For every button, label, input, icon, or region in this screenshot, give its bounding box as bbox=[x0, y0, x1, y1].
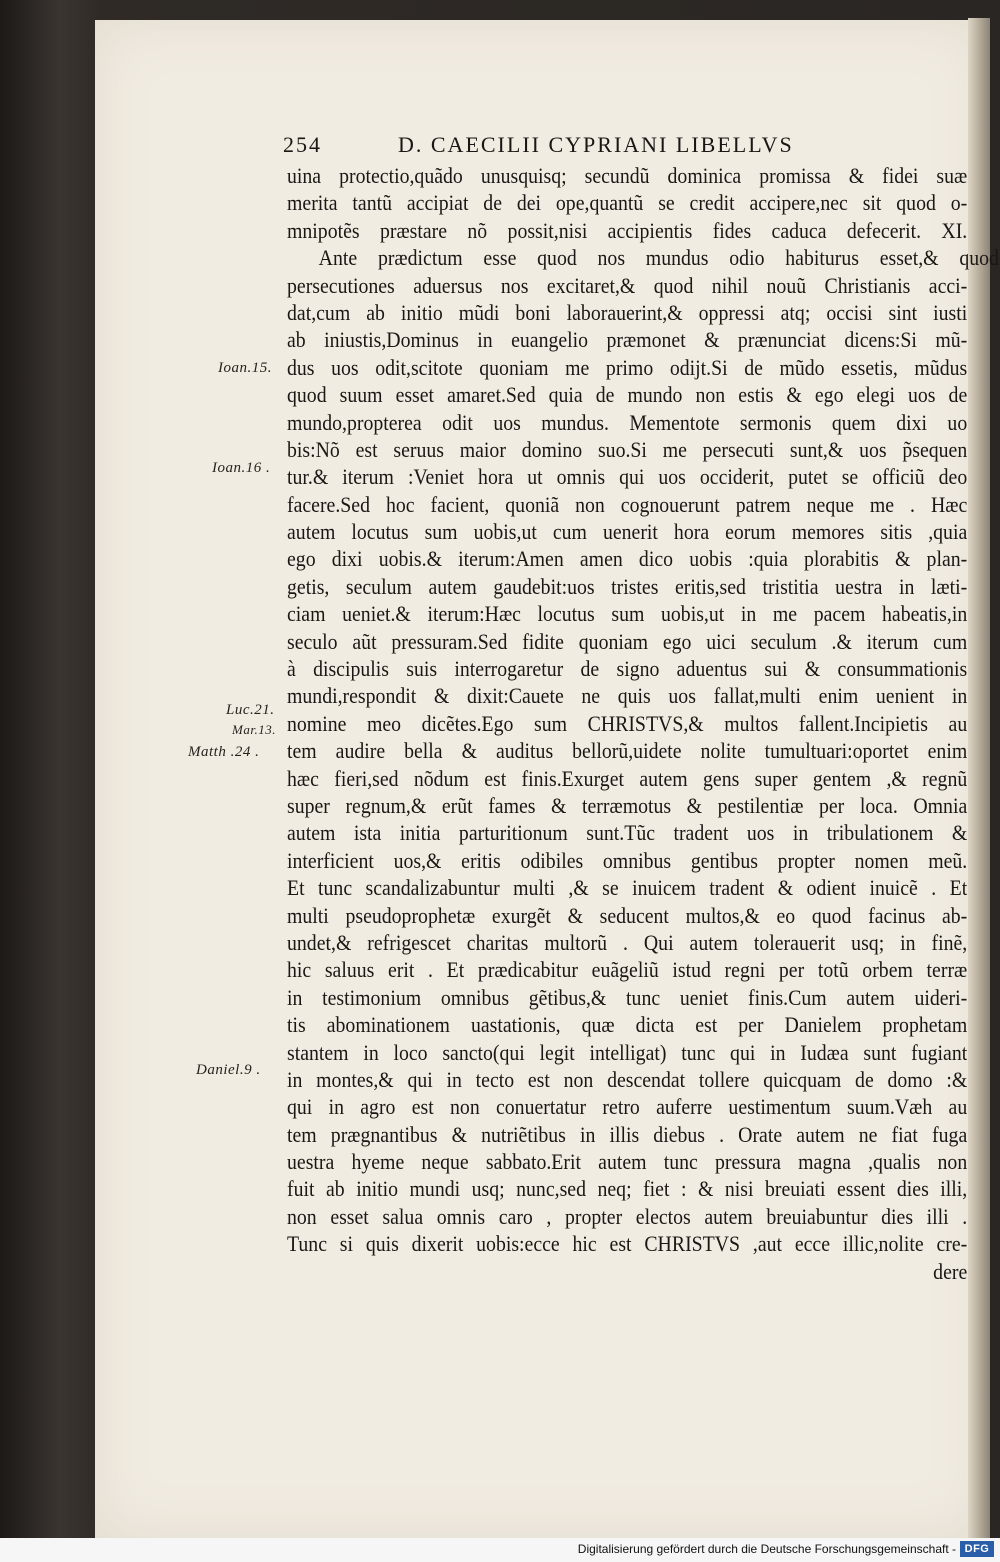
text-line: mundi,respondit & dixit:Cauete ne quis uos fallat,multi enim uenient in bbox=[287, 683, 968, 709]
text-line: ciam ueniet.& iterum:Hæc locutus sum uobis,ut in me pacem habeatis,in bbox=[287, 601, 968, 627]
text-line: super regnum,& erũt fames & terræmotus & pestilentiæ per loca. Omnia bbox=[287, 792, 968, 818]
page-number: 254 bbox=[283, 132, 322, 157]
text-line: ab iniustis,Dominus in euangelio præmonet & prænunciat dicens:Si mũ- bbox=[287, 327, 968, 353]
text-line: interficient uos,& eritis odibiles omnibus gentibus propter nomen meũ. bbox=[287, 847, 968, 873]
running-header bbox=[283, 132, 823, 162]
text-line: tem audire bella & auditus bellorũ,uidete nolite tumultuari:oportet enim bbox=[287, 738, 968, 764]
margin-note-matth-24: Matth .24 . bbox=[188, 744, 260, 760]
text-line: tur.& iterum :Veniet hora ut omnis qui uos occiderit, putet se officiũ deo bbox=[287, 464, 968, 490]
text-line: Tunc si quis dixerit uobis:ecce hic est CHRISTVS ,aut ecce illic,nolite cre- bbox=[287, 1231, 968, 1257]
text-line: autem ista initia parturitionum sunt.Tũc tradent uos in tribulationem & bbox=[287, 820, 968, 846]
text-line: quod suum esset amaret.Sed quia de mundo non estis & ego elegi uos de bbox=[287, 382, 968, 408]
text-line: à discipulis suis interrogaretur de signo aduentus sui & consummationis bbox=[287, 656, 968, 682]
text-line: undet,& refrigescet charitas multorũ . Qui autem tolerauerit usq; in finẽ, bbox=[287, 929, 968, 955]
text-line: dere bbox=[933, 1258, 968, 1284]
text-line: uina protectio,quãdo unusquisq; secundũ dominica promissa & fidei suæ bbox=[287, 163, 968, 188]
body-text bbox=[287, 162, 999, 1285]
margin-note-daniel-9: Daniel.9 . bbox=[196, 1062, 261, 1078]
text-line: nomine meo dicẽtes.Ego sum CHRISTVS,& multos fallent.Incipietis au bbox=[287, 710, 968, 736]
text-line: in montes,& qui in tecto est non descendat tollere quicquam de domo :& bbox=[287, 1066, 968, 1092]
text-line: persecutiones aduersus nos excitaret,& quod nihil nouũ Christianis acci- bbox=[287, 272, 968, 298]
running-title: D. CAECILII CYPRIANI LIBELLVS bbox=[398, 132, 794, 157]
text-line: Et tunc scandalizabuntur multi ,& se inuicem tradent & odient inuicẽ . Et bbox=[287, 875, 968, 901]
margin-note-mar-13: Mar.13. bbox=[232, 722, 276, 737]
text-line: hæc fieri,sed nõdum est finis.Exurget autem gens super gentem ,& regnũ bbox=[287, 765, 968, 791]
text-line: mundo,propterea odit uos mundus. Mementote sermonis quem dixi uo bbox=[287, 409, 968, 435]
margin-note-luc-21: Luc.21. bbox=[226, 702, 275, 718]
text-line: fuit ab initio mundi usq; nunc,sed neq; fiet : & nisi breuiati essent dies illi, bbox=[287, 1176, 968, 1202]
text-line: merita tantũ accipiat de dei ope,quantũ se credit accipere,nec sit quod o- bbox=[287, 190, 968, 216]
text-line: qui in agro est non conuertatur retro auferre uestimentum suum.Væh au bbox=[287, 1094, 968, 1120]
text-line: hic saluus erit . Et prædicabitur euãgeliũ istud regni per totũ orbem terræ bbox=[287, 957, 968, 983]
text-line: dus uos odit,scitote quoniam me primo odijt.Si de mũdo essetis, mũdus bbox=[287, 354, 968, 380]
text-line: autem locutus sum uobis,ut cum uenerit hora eorum memores sitis ,quia bbox=[287, 519, 968, 545]
text-line: facere.Sed hoc facient, quoniã non cognouerunt patrem neque me . Hæc bbox=[287, 491, 968, 517]
footer-credit: Digitalisierung gefördert durch die Deutsche Forschungsgemeinschaft - bbox=[577, 1542, 956, 1556]
footer-bar bbox=[0, 1538, 1000, 1562]
margin-note-ioan-15: Ioan.15. bbox=[218, 360, 272, 376]
text-line: mnipotẽs præstare nõ possit,nisi accipientis fides caduca defecerit. XI. bbox=[287, 217, 968, 243]
text-line: uestra hyeme neque sabbato.Erit autem tunc pressura magna ,qualis non bbox=[287, 1149, 968, 1175]
text-line: ego dixi uobis.& iterum:Amen amen dico uobis :quia plorabitis & plan- bbox=[287, 546, 968, 572]
margin-note-ioan-16: Ioan.16 . bbox=[212, 460, 271, 476]
dfg-logo: DFG bbox=[960, 1541, 994, 1557]
text-line: dat,cum ab initio mũdi boni laborauerint,& oppressi atq; occisi sint iusti bbox=[287, 299, 968, 325]
text-line: non esset salua omnis caro , propter electos autem breuiabuntur dies illi . bbox=[287, 1203, 968, 1229]
text-line: seculo aũt pressuram.Sed fidite quoniam ego uici seculum .& iterum cum bbox=[287, 628, 968, 654]
text-line: Ante prædictum esse quod nos mundus odio habiturus esset,& quod bbox=[318, 245, 999, 271]
text-line: getis, seculum autem gaudebit:uos tristes eritis,sed tristitia uestra in læti- bbox=[287, 573, 968, 599]
text-line: multi pseudoprophetæ exurgẽt & seducent multos,& eo quod facinus ab- bbox=[287, 902, 968, 928]
text-line: bis:Nõ est seruus maior domino suo.Si me persecuti sunt,& uos p̃sequen bbox=[287, 436, 968, 462]
text-line: stantem in loco sancto(qui legit intelligat) tunc qui in Iudæa sunt fugiant bbox=[287, 1039, 968, 1065]
text-line: tem prægnantibus & nutriẽtibus in illis diebus . Orate autem ne fiat fuga bbox=[287, 1121, 968, 1147]
text-line: in testimonium omnibus gẽtibus,& tunc ueniet finis.Cum autem uideri- bbox=[287, 984, 968, 1010]
text-line: tis abominationem uastationis, quæ dicta est per Danielem prophetam bbox=[287, 1012, 968, 1038]
